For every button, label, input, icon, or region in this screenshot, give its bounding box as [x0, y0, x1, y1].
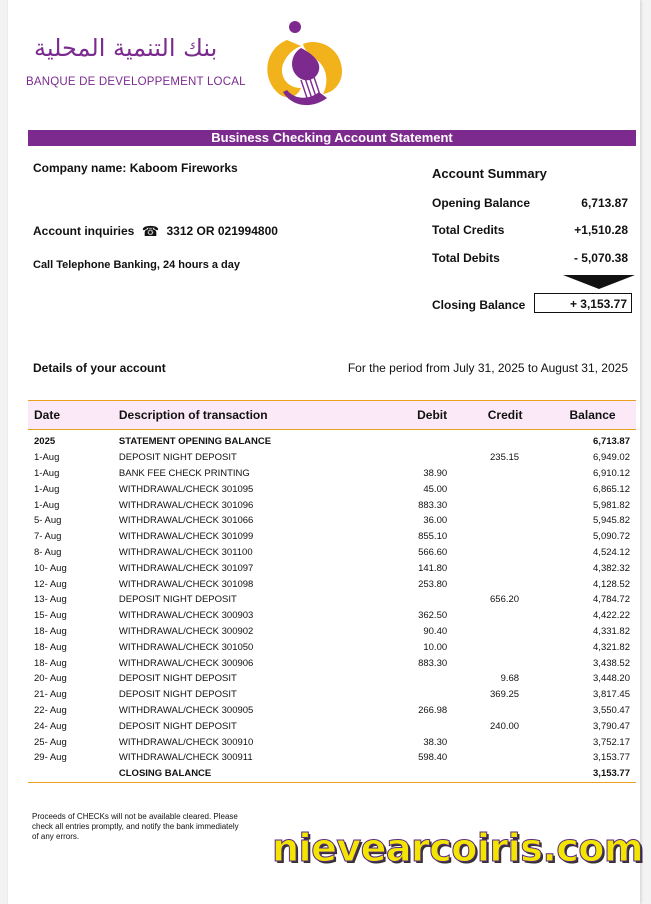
table-row — [28, 718, 636, 734]
summary-title: Account Summary — [432, 166, 547, 181]
cell-credit — [461, 750, 549, 766]
cell-debit: 883.30 — [418, 499, 448, 511]
cell-debit — [360, 671, 461, 687]
opening-balance-value: 6,713.87 — [581, 196, 628, 210]
table-row — [28, 624, 636, 640]
cell-debit: 10.00 — [423, 641, 448, 653]
closing-balance-value: + 3,153.77 — [534, 293, 632, 313]
bank-name-arabic: بنك التنمية المحلية — [34, 34, 218, 62]
cell-date: 1-Aug — [34, 452, 60, 464]
transactions-table — [28, 400, 636, 783]
cell-balance: 3,153.77 — [549, 766, 636, 782]
table-row — [28, 466, 636, 482]
cell-credit — [461, 766, 549, 782]
details-title: Details of your account — [33, 361, 166, 375]
cell-debit — [360, 592, 461, 608]
cell-balance: 3,550.47 — [593, 704, 630, 716]
inquiries-label: Account inquiries — [33, 224, 135, 238]
cell-credit — [461, 529, 549, 545]
cell-debit: 45.00 — [423, 483, 448, 495]
table-header-row — [28, 401, 636, 430]
bank-name-french: BANQUE DE DEVELOPPEMENT LOCAL — [26, 76, 246, 88]
cell-date: 25- Aug — [34, 736, 67, 748]
table-row — [28, 750, 636, 766]
cell-description: DEPOSIT NIGHT DEPOSIT — [118, 673, 237, 685]
cell-date: 18- Aug — [34, 657, 67, 669]
company-line — [33, 161, 238, 175]
cell-credit — [461, 466, 549, 482]
table-row — [28, 576, 636, 592]
table-row — [28, 687, 636, 703]
cell-balance: 5,981.82 — [593, 499, 630, 511]
cell-description: WITHDRAWAL/CHECK 301050 — [118, 641, 254, 653]
cell-debit: 566.60 — [418, 546, 448, 558]
cell-balance: 4,331.82 — [593, 625, 630, 637]
cell-debit — [360, 766, 461, 782]
cell-date: 1-Aug — [34, 467, 60, 479]
cell-credit — [461, 655, 549, 671]
cell-description: WITHDRAWAL/CHECK 300906 — [118, 657, 254, 669]
bank-emblem-icon — [257, 18, 347, 113]
cell-date: 10- Aug — [34, 562, 67, 574]
table-row — [28, 655, 636, 671]
table-row — [28, 497, 636, 513]
closing-balance-label: Closing Balance — [432, 298, 526, 312]
table-row — [28, 639, 636, 655]
watermark: nievearcoiris.com — [272, 826, 643, 870]
cell-date: 29- Aug — [34, 752, 67, 764]
cell-debit — [360, 718, 461, 734]
table-row — [28, 430, 636, 450]
cell-credit — [461, 560, 549, 576]
cell-credit — [461, 576, 549, 592]
table-row — [28, 513, 636, 529]
cell-balance: 6,713.87 — [593, 436, 630, 448]
cell-balance: 4,524.12 — [593, 546, 630, 558]
cell-description: WITHDRAWAL/CHECK 301098 — [118, 578, 254, 590]
cell-date — [28, 766, 113, 782]
header-credit: Credit — [461, 401, 549, 430]
cell-debit: 90.40 — [423, 625, 448, 637]
cell-credit: 656.20 — [490, 594, 520, 606]
cell-debit: 141.80 — [418, 562, 448, 574]
cell-date: 5- Aug — [34, 515, 62, 527]
cell-debit: 883.30 — [418, 657, 448, 669]
cell-credit: 240.00 — [490, 720, 520, 732]
cell-balance: 3,817.45 — [593, 689, 630, 701]
header-balance: Balance — [549, 401, 636, 430]
cell-description: CLOSING BALANCE — [113, 766, 360, 782]
cell-credit — [461, 545, 549, 561]
cell-credit — [461, 608, 549, 624]
cell-balance: 3,752.17 — [593, 736, 630, 748]
cell-credit — [461, 497, 549, 513]
transactions-body — [28, 430, 636, 783]
cell-debit: 266.98 — [418, 704, 448, 716]
footnote: Proceeds of CHECKs will not be available cleared. Please check all entries promptly, and notify the bank immediately of any errors. — [32, 812, 239, 841]
cell-description: WITHDRAWAL/CHECK 301097 — [118, 562, 254, 574]
cell-date: 1-Aug — [34, 483, 60, 495]
table-row — [28, 734, 636, 750]
table-row — [28, 608, 636, 624]
cell-credit — [461, 624, 549, 640]
statement-page — [8, 0, 640, 904]
cell-debit: 855.10 — [418, 531, 448, 543]
table-row — [28, 450, 636, 466]
cell-date: 1-Aug — [34, 499, 60, 511]
total-debits-value: - 5,070.38 — [573, 251, 628, 265]
cell-balance: 4,784.72 — [593, 594, 630, 606]
cell-balance: 6,949.02 — [593, 452, 630, 464]
cell-description: WITHDRAWAL/CHECK 301066 — [118, 515, 254, 527]
total-debits-label: Total Debits — [432, 251, 500, 265]
company-name: Kaboom Fireworks — [129, 161, 238, 175]
telephone-note: Call Telephone Banking, 24 hours a day — [33, 259, 241, 271]
cell-debit: 253.80 — [418, 578, 448, 590]
inquiries-numbers: 3312 OR 021994800 — [166, 224, 278, 238]
cell-description: WITHDRAWAL/CHECK 301100 — [118, 546, 253, 558]
company-label: Company name: — [33, 161, 127, 175]
cell-credit — [461, 481, 549, 497]
cell-balance: 6,865.12 — [593, 483, 630, 495]
cell-debit: 38.30 — [423, 736, 448, 748]
cell-description: DEPOSIT NIGHT DEPOSIT — [118, 689, 237, 701]
cell-credit: 235.15 — [490, 452, 520, 464]
cell-description: BANK FEE CHECK PRINTING — [118, 467, 250, 479]
cell-balance: 4,321.82 — [593, 641, 630, 653]
cell-credit: 369.25 — [490, 689, 520, 701]
bank-logo — [24, 30, 344, 120]
table-row — [28, 545, 636, 561]
table-row — [28, 560, 636, 576]
cell-description: WITHDRAWAL/CHECK 301099 — [118, 531, 254, 543]
cell-credit — [461, 513, 549, 529]
statement-title: Business Checking Account Statement — [28, 130, 636, 146]
cell-credit: 9.68 — [500, 673, 520, 685]
cell-description: DEPOSIT NIGHT DEPOSIT — [118, 452, 237, 464]
cell-credit — [461, 734, 549, 750]
total-credits-label: Total Credits — [432, 223, 505, 237]
header-debit: Debit — [360, 401, 461, 430]
cell-debit — [360, 687, 461, 703]
cell-date: 7- Aug — [34, 531, 62, 543]
cell-date: 15- Aug — [34, 610, 67, 622]
cell-description: WITHDRAWAL/CHECK 300905 — [118, 704, 254, 716]
cell-description: WITHDRAWAL/CHECK 301095 — [118, 483, 254, 495]
cell-description: WITHDRAWAL/CHECK 300910 — [118, 736, 254, 748]
cell-description: WITHDRAWAL/CHECK 300903 — [118, 610, 254, 622]
cell-date: 18- Aug — [34, 625, 67, 637]
cell-date: 20- Aug — [34, 673, 67, 685]
cell-balance: 5,090.72 — [593, 531, 630, 543]
cell-date: 13- Aug — [34, 594, 67, 606]
cell-balance: 4,128.52 — [593, 578, 630, 590]
cell-debit — [360, 450, 461, 466]
cell-balance: 3,153.77 — [593, 752, 630, 764]
header-date: Date — [28, 401, 113, 430]
total-credits-value: +1,510.28 — [574, 223, 628, 237]
cell-balance: 3,438.52 — [593, 657, 630, 669]
table-row — [28, 766, 636, 782]
cell-balance: 4,382.32 — [593, 562, 630, 574]
cell-debit: 598.40 — [418, 752, 448, 764]
opening-balance-label: Opening Balance — [432, 196, 531, 210]
cell-date: 8- Aug — [34, 546, 62, 558]
cell-balance: 6,910.12 — [593, 467, 630, 479]
cell-debit — [360, 430, 461, 450]
cell-debit: 362.50 — [418, 610, 448, 622]
table-row — [28, 481, 636, 497]
cell-date: 22- Aug — [34, 704, 67, 716]
cell-description: WITHDRAWAL/CHECK 300902 — [118, 625, 254, 637]
cell-description: STATEMENT OPENING BALANCE — [118, 436, 272, 448]
cell-description: DEPOSIT NIGHT DEPOSIT — [118, 720, 237, 732]
cell-balance: 3,790.47 — [593, 720, 630, 732]
cell-debit: 38.90 — [423, 467, 448, 479]
cell-date: 18- Aug — [34, 641, 67, 653]
table-row — [28, 703, 636, 719]
arrow-down-icon — [563, 275, 635, 289]
account-inquiries — [33, 223, 278, 240]
cell-description: WITHDRAWAL/CHECK 301096 — [118, 499, 254, 511]
cell-credit — [461, 639, 549, 655]
cell-date: 21- Aug — [34, 689, 67, 701]
cell-date: 2025 — [34, 436, 56, 448]
phone-icon: ☎ — [141, 223, 160, 239]
table-row — [28, 592, 636, 608]
table-row — [28, 529, 636, 545]
table-row — [28, 671, 636, 687]
statement-period: For the period from July 31, 2025 to August 31, 2025 — [347, 361, 628, 375]
cell-description: WITHDRAWAL/CHECK 300911 — [118, 752, 253, 764]
cell-date: 24- Aug — [34, 720, 67, 732]
cell-credit — [461, 703, 549, 719]
cell-date: 12- Aug — [34, 578, 67, 590]
cell-balance: 3,448.20 — [593, 673, 630, 685]
cell-description: DEPOSIT NIGHT DEPOSIT — [118, 594, 237, 606]
header-description: Description of transaction — [113, 401, 360, 430]
cell-balance: 4,422.22 — [593, 610, 630, 622]
cell-balance: 5,945.82 — [593, 515, 630, 527]
cell-debit: 36.00 — [423, 515, 448, 527]
cell-credit — [461, 430, 549, 450]
